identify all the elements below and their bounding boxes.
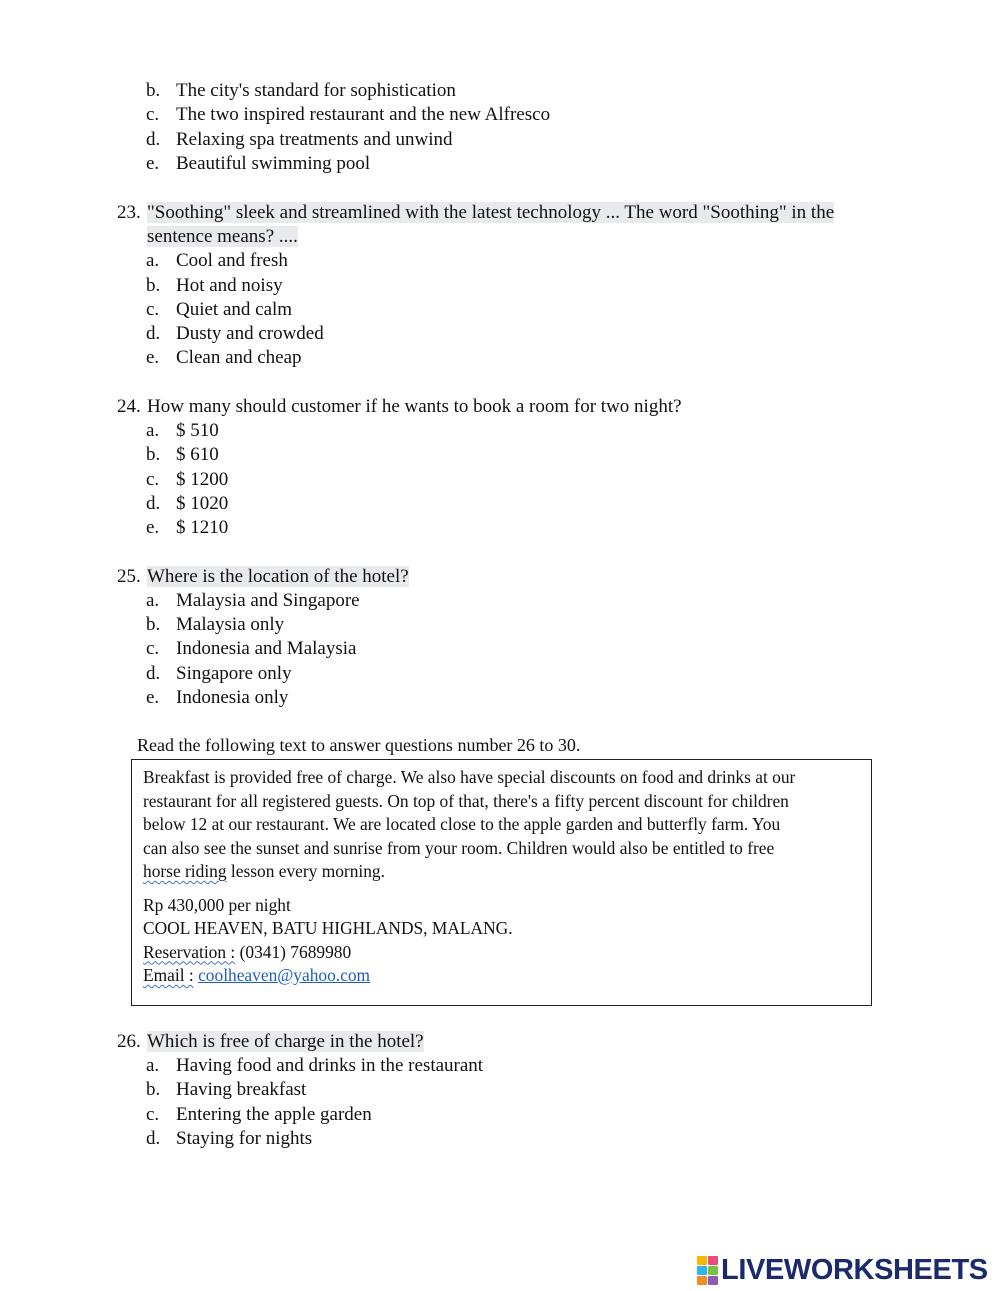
logo-block	[708, 1256, 718, 1265]
reservation-label: Reservation :	[143, 941, 236, 962]
price-line: Rp 430,000 per night	[143, 894, 291, 915]
logo-block	[708, 1266, 718, 1275]
logo-blocks-icon	[697, 1256, 718, 1285]
reading-passage-box	[131, 759, 872, 1006]
q23-question: 23. "Soothing" sleek and streamlined with the latest technology ... The word "Soothing" in the	[117, 202, 835, 223]
q25-option-e: e. Indonesia only	[146, 687, 289, 708]
passage-line: horse riding lesson every morning.	[143, 861, 385, 881]
spellcheck-word: horse riding	[143, 861, 227, 881]
passage-paragraph	[143, 766, 861, 884]
q23-option-e: e. Clean and cheap	[146, 347, 302, 368]
q23-option-a: a. Cool and fresh	[146, 250, 288, 271]
q24-option-e: e. $ 1210	[146, 517, 229, 538]
q22-option-c: c. The two inspired restaurant and the new Alfresco	[146, 104, 551, 125]
q25-option-d: d. Singapore only	[146, 663, 292, 684]
q23-question-line2: sentence means? ....	[147, 226, 298, 247]
reservation-line	[143, 941, 861, 965]
passage-line: restaurant for all registered guests. On top of that, there's a fifty percent discount for children	[143, 790, 789, 811]
logo-block	[697, 1256, 707, 1265]
q24-option-c: c. $ 1200	[146, 469, 229, 490]
passage-line: below 12 at our restaurant. We are located close to the apple garden and butterfly farm. You	[143, 814, 781, 834]
q24-option-a: a. $ 510	[146, 420, 219, 441]
logo-block	[708, 1276, 718, 1285]
q22-option-e: e. Beautiful swimming pool	[146, 153, 371, 174]
q25-option-c: c. Indonesia and Malaysia	[146, 638, 357, 659]
logo-text: LIVEWORKSHEETS	[721, 1253, 988, 1286]
q23-option-c: c. Quiet and calm	[146, 299, 293, 320]
q25-option-a: a. Malaysia and Singapore	[146, 590, 360, 611]
q22-option-d: d. Relaxing spa treatments and unwind	[146, 129, 453, 150]
passage-line: Breakfast is provided free of charge. We also have special discounts on food and drinks at our	[143, 767, 796, 787]
q24-option-b: b. $ 610	[146, 444, 219, 465]
q25-option-b: b. Malaysia only	[146, 614, 285, 635]
q24-option-d: d. $ 1020	[146, 493, 229, 514]
q26-question: 26. Which is free of charge in the hotel?	[117, 1031, 424, 1052]
q26-option-d: d. Staying for nights	[146, 1128, 313, 1149]
hotel-address: COOL HEAVEN, BATU HIGHLANDS, MALANG.	[143, 918, 513, 938]
email-label: Email :	[143, 965, 194, 985]
email-link[interactable]: coolheaven@yahoo.com	[198, 965, 371, 985]
q24-question: 24. How many should customer if he wants to book a room for two night?	[117, 396, 682, 417]
reading-instruction: Read the following text to answer questions number 26 to 30.	[137, 735, 581, 755]
q26-option-b: b. Having breakfast	[146, 1079, 307, 1100]
logo-block	[697, 1266, 707, 1275]
logo-block	[697, 1276, 707, 1285]
q26-option-a: a. Having food and drinks in the restaurant	[146, 1055, 484, 1076]
q23-option-d: d. Dusty and crowded	[146, 323, 324, 344]
q26-option-c: c. Entering the apple garden	[146, 1104, 372, 1125]
reservation-phone: (0341) 7689980	[235, 941, 352, 962]
q25-question: 25. Where is the location of the hotel?	[117, 566, 409, 587]
liveworksheets-logo	[697, 1254, 988, 1286]
email-line	[143, 964, 861, 988]
q22-option-b: b. The city's standard for sophistication	[146, 80, 456, 101]
passage-line: can also see the sunset and sunrise from your room. Children would also be entitled to free	[143, 837, 775, 858]
q23-option-b: b. Hot and noisy	[146, 275, 283, 296]
